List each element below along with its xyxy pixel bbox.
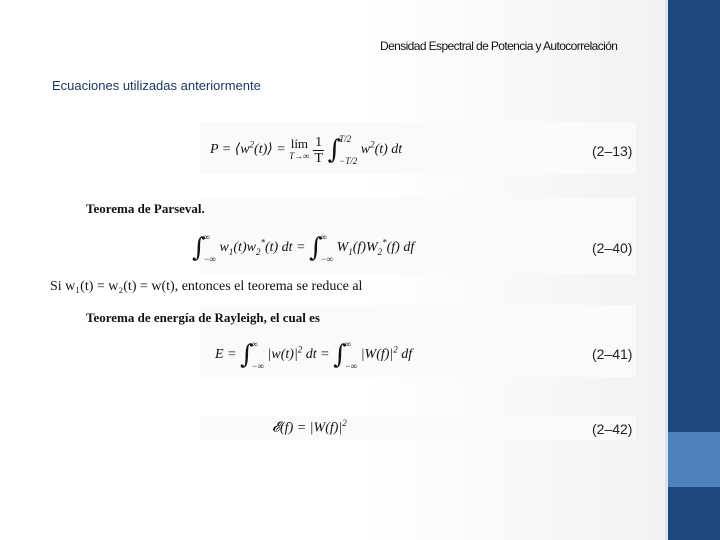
- theorem-condition-text: Si w₁(t) = w₂(t) = w(t), entonces el teorema se reduce al: [50, 279, 363, 294]
- energy-spectral-density-equation: 𝓔(f) = $|W(f)|^2$: [272, 418, 347, 436]
- rayleigh-heading: Teorema de energía de Rayleigh, el cual es: [86, 310, 320, 325]
- equation-number-2-42: (2–42): [592, 421, 633, 437]
- slide-header-title: Densidad Espectral de Potencia y Autocorrelación: [380, 39, 618, 53]
- parseval-heading: Teorema de Parseval.: [86, 201, 205, 216]
- equation-number-2-13: (2–13): [592, 143, 633, 159]
- rayleigh-equation: E = ∫ ∞ −∞ $|w(t)|^2$ dt = ∫ ∞ −∞ $|W(f)|^2$ df: [215, 339, 413, 371]
- equation-image-2-42: [200, 416, 636, 440]
- slide-subtitle: Ecuaciones utilizadas anteriormente: [52, 78, 261, 93]
- sidebar-accent-block: [668, 432, 720, 487]
- equation-number-2-41: (2–41): [592, 346, 633, 362]
- equation-number-2-40: (2–40): [592, 240, 633, 256]
- power-equation: $P = ⟨w^2(t)⟩$ = lím T→∞ $\frac{1}{T}$ ∫ T/2 −T/2 $w^2(t)$ dt: [210, 134, 403, 166]
- parseval-equation: ∫ ∞ −∞ $w_1(t)w_2^*(t)$ dt = ∫ ∞ −∞ $W_1(f)W_2^*(f)$ df: [192, 232, 415, 264]
